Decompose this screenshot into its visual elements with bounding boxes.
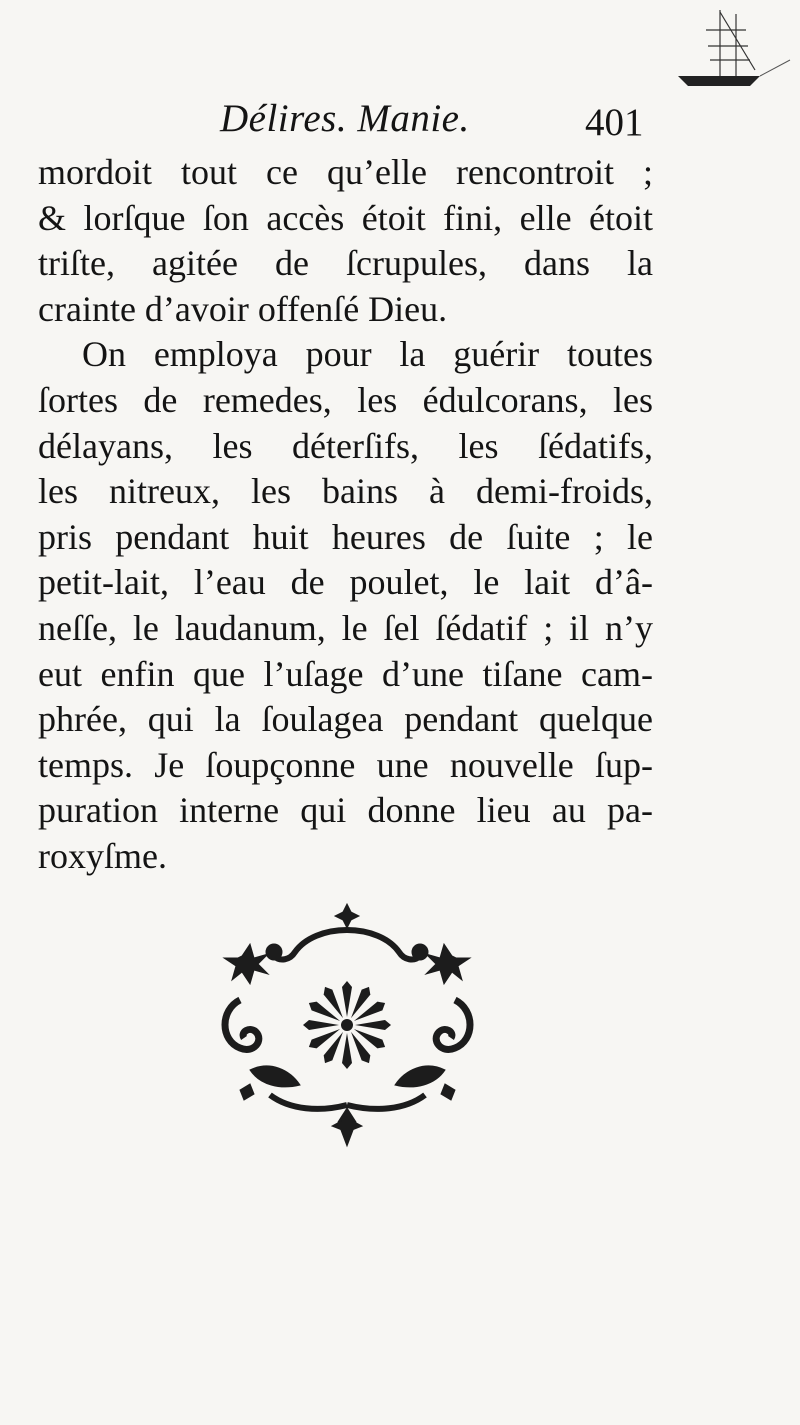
text-line: ſortes de remedes, les édulcorans, les <box>38 379 653 420</box>
text-line: pris pendant huit heures de ſuite ; le <box>38 516 653 557</box>
page-header <box>40 96 660 146</box>
body-text <box>38 150 653 880</box>
text-line: puration interne qui donne lieu au pa- <box>38 790 653 831</box>
running-title: Délires. Manie. <box>220 97 470 140</box>
paragraph <box>38 332 653 879</box>
text-line: On employa pour la guérir toutes <box>82 334 653 375</box>
text-line: petit-lait, l’eau de poulet, le lait d’â- <box>38 562 653 603</box>
page-number: 401 <box>585 101 644 144</box>
text-line: & lorſque ſon accès étoit fini, elle étoit <box>38 197 653 238</box>
text-line: temps. Je ſoupçonne une nouvelle ſup- <box>38 744 653 785</box>
text-line: mordoit tout ce qu’elle rencontroit ; <box>38 152 653 192</box>
floral-ornament-icon <box>210 900 485 1150</box>
text-line: roxyſme. <box>38 835 167 876</box>
text-line: les nitreux, les bains à demi-froids, <box>38 471 653 512</box>
ship-stamp-icon <box>660 0 800 100</box>
text-line: eut enfin que l’uſage d’une tiſane cam- <box>38 653 653 694</box>
text-line: neſſe, le laudanum, le ſel ſédatif ; il n’y <box>38 607 653 648</box>
text-line: crainte d’avoir offenſé Dieu. <box>38 288 448 329</box>
text-line: délayans, les déterſifs, les ſédatifs, <box>38 425 653 466</box>
text-line: triſte, agitée de ſcrupules, dans la <box>38 243 653 284</box>
text-line: phrée, qui la ſoulagea pendant quelque <box>38 699 653 740</box>
paragraph <box>38 150 653 332</box>
